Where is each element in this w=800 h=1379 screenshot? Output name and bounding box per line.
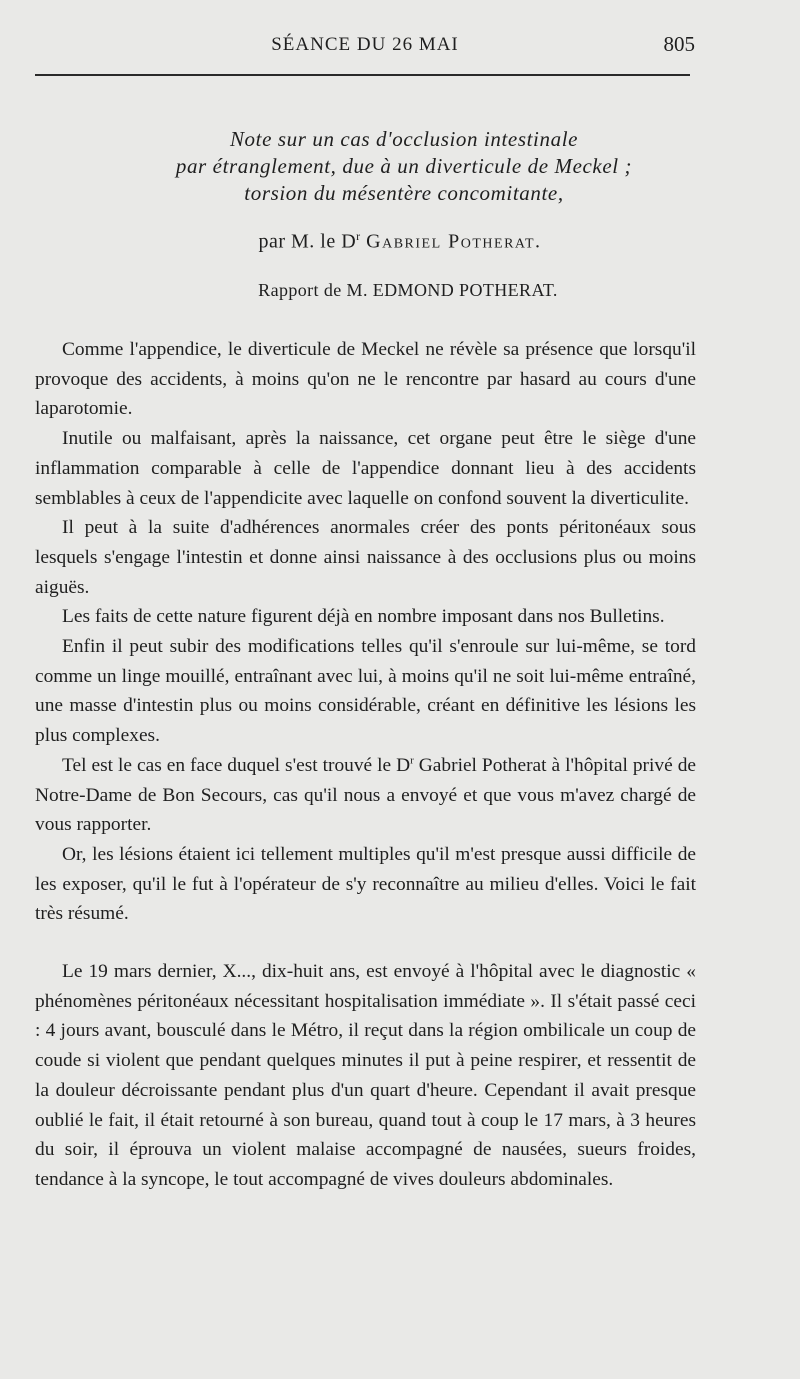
paragraph-3: Il peut à la suite d'adhérences anormales créer des ponts péritonéaux sous lesquels s'engage l'intestin et donne ainsi naissance à des occlusions plus ou moins aiguës. bbox=[35, 517, 696, 598]
paragraph-5: Enfin il peut subir des modifications telles qu'il s'enroule sur lui-même, se tord comme un linge mouillé, entraînant avec lui, à moins qu'il ne soit lui-même entraîné, une masse d'intestin plus ou moins considérable, créant en définitive les lésions les plus complexes. bbox=[35, 636, 696, 747]
author-name: Gabriel Potherat. bbox=[366, 230, 542, 253]
paragraph-2: Inutile ou malfaisant, après la naissance, cet organe peut être le siège d'une inflammation comparable à celle de l'appendice donnant lieu à des accidents semblables à ceux de l'appendicite avec laquelle on confond souvent la diverticulite. bbox=[35, 428, 696, 509]
article-title bbox=[0, 126, 800, 207]
author-line bbox=[0, 229, 800, 254]
paragraph-6 bbox=[35, 751, 696, 840]
paragraph-8: Le 19 mars dernier, X..., dix-huit ans, est envoyé à l'hôpital avec le diagnostic « phénomènes péritonéaux nécessitant hospitalisation immédiate ». Il s'était passé ceci : 4 jours avant, bousculé dans le Métro, il reçut dans la région ombilicale un coup de coude si violent que pendant quelques minutes il put à peine respirer, et ressentit de la douleur décroissante pendant plus d'un quart d'heure. Cependant il avait presque oublié le fait, il était retourné à son bureau, quand tout à coup le 17 mars, à 3 heures du soir, il éprouva un violent malaise accompagné de nausées, sueurs froides, tendance à la syncope, le tout accompagné de vives douleurs abdominales. bbox=[35, 961, 696, 1190]
paragraph-4: Les faits de cette nature figurent déjà en nombre imposant dans nos Bulletins. bbox=[62, 606, 665, 628]
paragraph-7: Or, les lésions étaient ici tellement multiples qu'il m'est presque aussi difficile de les exposer, qu'il le fut à l'opérateur de s'y reconnaître au milieu d'elles. Voici le fait très résumé. bbox=[35, 843, 696, 925]
paragraph-6-end: Gabriel Potherat à l'hôpital privé de Notre-Dame de Bon Secours, cas qu'il nous a envoyé et que vous m'avez chargé de vous rapporter. bbox=[35, 754, 696, 836]
title-line-3: torsion du mésentère concomitante, bbox=[244, 181, 564, 205]
paragraph-1: Comme l'appendice, le diverticule de Meckel ne révèle sa présence que lorsqu'il provoque des accidents, à moins qu'on ne le rencontre par hasard au cours d'une laparotomie. bbox=[35, 339, 696, 420]
running-head bbox=[35, 32, 695, 62]
header-rule bbox=[35, 74, 690, 76]
author-degree: r bbox=[356, 229, 361, 243]
author-prefix: par M. le D bbox=[258, 230, 357, 253]
page-number: 805 bbox=[663, 32, 695, 56]
paragraph-6-start: Tel est le cas en face duquel s'est trouvé le D bbox=[62, 754, 411, 776]
title-line-1: Note sur un cas d'occlusion intestinale bbox=[229, 127, 579, 151]
doctor-degree: r bbox=[410, 754, 414, 767]
report-line: Rapport de M. EDMOND POTHERAT. bbox=[258, 280, 558, 300]
running-title: SÉANCE DU 26 MAI bbox=[271, 34, 459, 55]
article-body bbox=[35, 335, 696, 1195]
title-line-2: par étranglement, due à un diverticule de Meckel ; bbox=[175, 154, 633, 178]
